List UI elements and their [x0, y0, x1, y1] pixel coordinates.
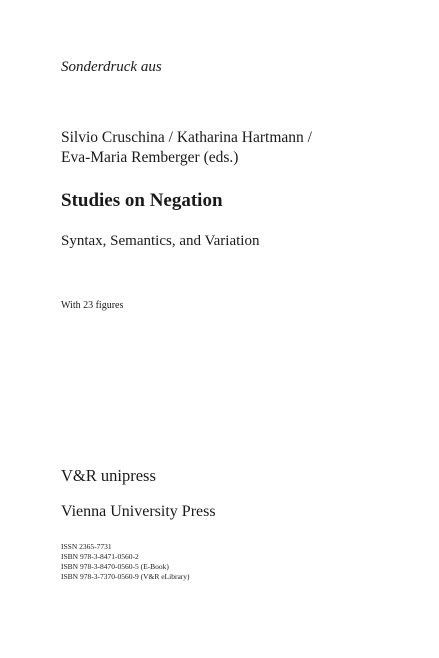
figures-note: With 23 figures: [61, 300, 124, 311]
identifiers: [61, 542, 190, 582]
isbn-ebook: ISBN 978-3-8470-0560-5 (E-Book): [61, 562, 169, 571]
publisher-name: V&R unipress: [61, 466, 156, 485]
editors-line-2: Eva-Maria Remberger (eds.): [61, 149, 239, 166]
isbn-print: ISBN 978-3-8471-0560-2: [61, 552, 139, 561]
book-subtitle: Syntax, Semantics, and Variation: [61, 233, 260, 249]
publisher-name-alt: Vienna University Press: [61, 503, 216, 520]
editors: [61, 128, 312, 168]
isbn-elibrary: ISBN 978-3-7370-0560-9 (V&R eLibrary): [61, 572, 190, 581]
offprint-label: Sonderdruck aus: [61, 59, 162, 75]
book-title: Studies on Negation: [61, 190, 223, 211]
issn: ISSN 2365-7731: [61, 542, 112, 551]
editors-line-1: Silvio Cruschina / Katharina Hartmann /: [61, 129, 312, 146]
